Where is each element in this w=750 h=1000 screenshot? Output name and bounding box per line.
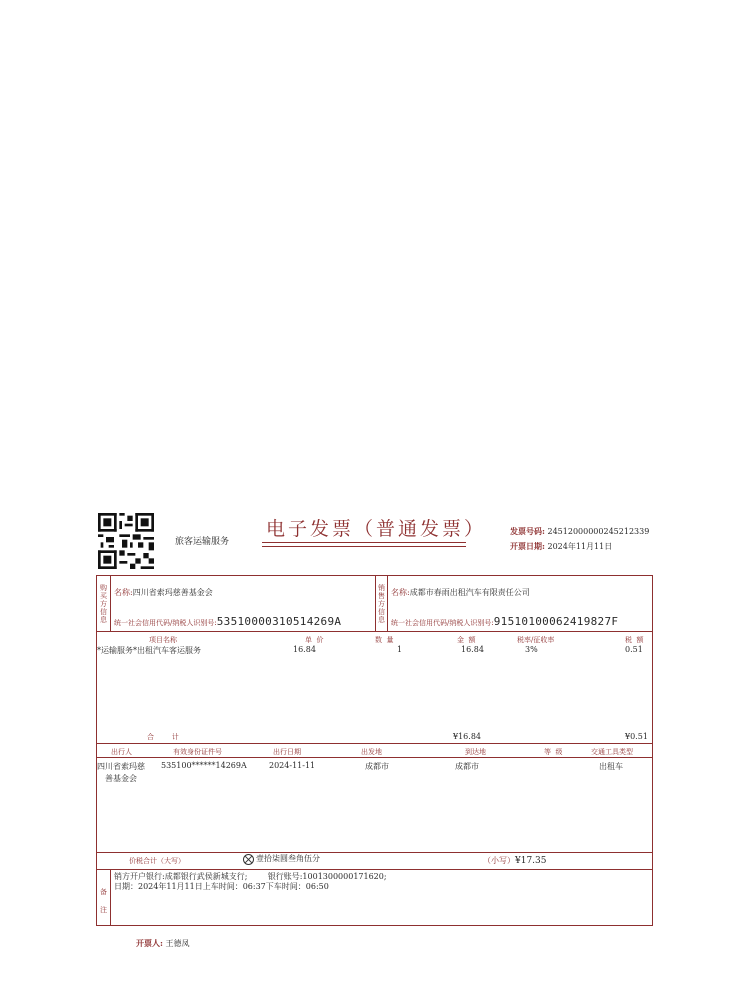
grand-total-upper-row: [243, 853, 320, 865]
divider: [110, 869, 111, 925]
remarks-line2: 日期：2024年11月11日上车时间：06:37下车时间：06:50: [114, 882, 329, 891]
issue-date-label: 开票日期:: [510, 541, 545, 551]
seller-name-row: [391, 587, 530, 598]
total-label: 合 计: [147, 733, 179, 741]
invoice-number: 24512000000245212339: [547, 527, 650, 536]
issue-date: 2024年11月11日: [547, 542, 613, 551]
grand-total-small-row: [483, 855, 547, 866]
seller-name: 成都市春雨出租汽车有限责任公司: [409, 588, 530, 597]
col-header-rate: 税率/征收率: [517, 636, 555, 644]
item-price: 16.84: [293, 645, 316, 654]
col-header-id: 有效身份证件号: [173, 748, 222, 756]
issuer-name: 王德凤: [165, 939, 190, 948]
vehicle-type: 出租车: [599, 762, 623, 771]
title-underline-2: [262, 546, 466, 547]
col-header-to: 到达地: [465, 748, 486, 756]
col-header-price: 单 价: [305, 636, 324, 644]
item-tax: 0.51: [625, 645, 643, 654]
item-qty: 1: [397, 645, 403, 654]
buyer-taxid: 53510000310514269A: [216, 615, 342, 628]
col-header-date: 出行日期: [273, 748, 301, 756]
divider: [375, 576, 376, 631]
traveler-id: 535100******14269A: [161, 761, 247, 770]
qr-code: [98, 513, 154, 569]
invoice-title: 电子发票（普通发票）: [266, 518, 487, 540]
divider: [97, 757, 652, 758]
seller-taxid-row: [391, 610, 618, 629]
item-rate: 3%: [525, 645, 538, 654]
invoice-number-row: [510, 526, 649, 537]
grand-total-small-label: （小写）: [483, 856, 515, 865]
cross-circle-icon: [243, 854, 254, 865]
invoice-category: 旅客运输服务: [175, 537, 230, 547]
seller-taxid-label: 统一社会信用代码/纳税人识别号:: [391, 619, 494, 627]
remarks-label: 备注: [100, 888, 107, 914]
divider: [110, 576, 111, 631]
col-header-tax: 税 额: [625, 636, 644, 644]
travel-date: 2024-11-11: [269, 761, 316, 770]
travel-from: 成都市: [365, 762, 389, 771]
col-header-amount: 金 额: [457, 636, 476, 644]
travel-to: 成都市: [455, 762, 479, 771]
buyer-name: 四川省索玛慈善基金会: [132, 588, 213, 597]
divider: [97, 869, 652, 870]
remarks-line1: 销方开户银行:成都银行武侯新城支行; 银行账号:1001300000171620;: [114, 872, 387, 881]
divider: [97, 743, 652, 744]
issuer-label: 开票人:: [136, 938, 163, 948]
buyer-taxid-row: [114, 610, 341, 629]
seller-side-label: 销售方信息: [378, 584, 385, 624]
grand-total-upper: 壹拾柒圆叁角伍分: [256, 854, 320, 863]
item-name: *运输服务*出租汽车客运服务: [97, 646, 201, 655]
traveler-line1: 四川省索玛慈: [97, 762, 145, 771]
col-header-from: 出发地: [361, 748, 382, 756]
col-header-vehicle: 交通工具类型: [591, 748, 633, 756]
col-header-item-name: 项目名称: [149, 636, 177, 644]
total-amount: ¥16.84: [453, 732, 481, 741]
divider: [387, 576, 388, 631]
buyer-taxid-label: 统一社会信用代码/纳税人识别号:: [114, 619, 217, 627]
seller-taxid: 91510100062419827F: [493, 615, 619, 628]
item-amount: 16.84: [461, 645, 484, 654]
grand-total-label: 价税合计（大写）: [129, 857, 185, 865]
traveler-line2: 善基金会: [105, 774, 137, 783]
issuer-row: [136, 938, 190, 949]
buyer-name-label: 名称:: [114, 588, 133, 597]
invoice-table: [96, 575, 653, 926]
buyer-name-row: [114, 587, 213, 598]
col-header-traveler: 出行人: [111, 748, 132, 756]
invoice-number-label: 发票号码:: [510, 526, 545, 536]
divider: [97, 631, 652, 632]
col-header-class: 等 级: [544, 748, 563, 756]
total-tax: ¥0.51: [625, 732, 648, 741]
divider: [97, 852, 652, 853]
seller-name-label: 名称:: [391, 588, 410, 597]
grand-total-small: ¥17.35: [515, 856, 547, 866]
col-header-qty: 数 量: [375, 636, 394, 644]
buyer-side-label: 购买方信息: [100, 584, 107, 624]
issue-date-row: [510, 541, 612, 552]
title-underline: [262, 542, 466, 543]
